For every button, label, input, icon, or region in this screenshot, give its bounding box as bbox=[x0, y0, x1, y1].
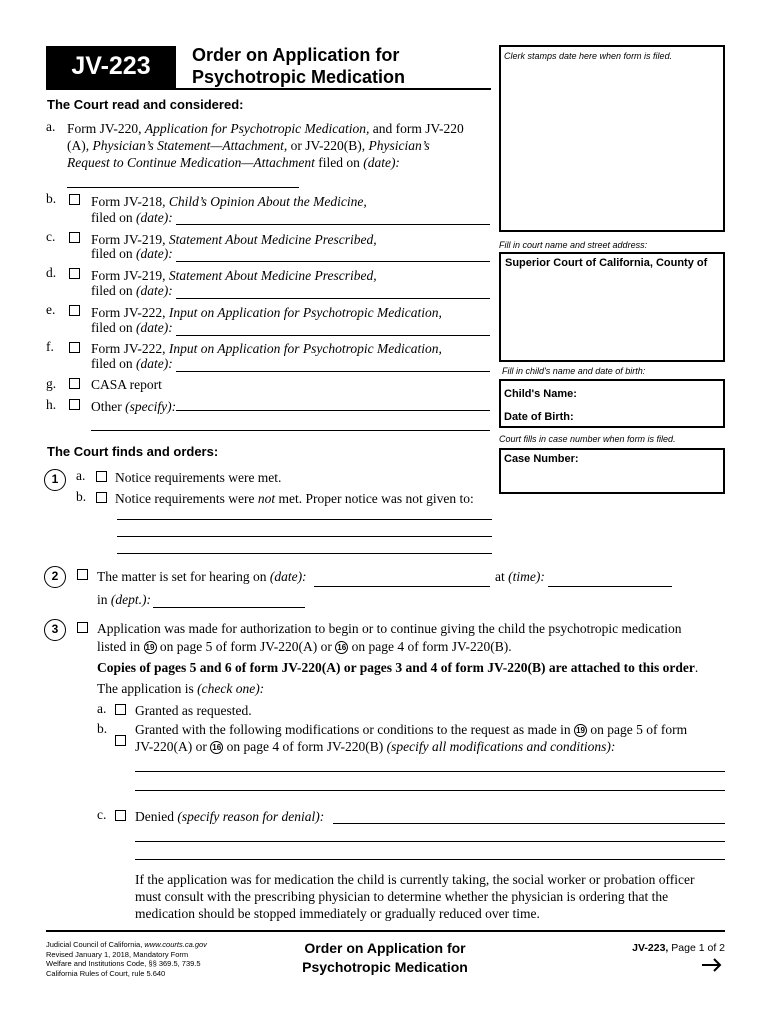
item-3b-line1 bbox=[135, 721, 687, 738]
item-h-text bbox=[91, 398, 176, 415]
item-a-letter: a. bbox=[46, 119, 56, 134]
child-name-label: Child's Name: bbox=[504, 388, 577, 400]
item-3-l2c: on page 4 of form JV-220(B). bbox=[348, 639, 512, 654]
item-16-ref: 16 bbox=[335, 641, 348, 654]
footer-line1 bbox=[46, 940, 207, 950]
item-1b-letter: b. bbox=[76, 489, 87, 504]
item-2-at bbox=[495, 568, 545, 585]
notice-field-2[interactable] bbox=[117, 536, 492, 537]
item-b-letter: b. bbox=[46, 191, 57, 206]
item-b-line1 bbox=[91, 193, 367, 210]
item-3-l2b: on page 5 of form JV-220(A) or bbox=[156, 639, 336, 654]
footer-line3: Welfare and Institutions Code, §§ 369.5, 739.5 bbox=[46, 959, 201, 968]
header-rule bbox=[46, 88, 491, 90]
modifications-field-1[interactable] bbox=[135, 771, 725, 772]
item-d-date: (date): bbox=[136, 283, 173, 298]
item-d-it: Statement About Medicine Prescribed, bbox=[168, 268, 377, 283]
item-b-pre: Form JV-218 bbox=[91, 194, 163, 209]
item-2-number: 2 bbox=[44, 566, 66, 588]
item-h-label: Other bbox=[91, 399, 126, 414]
item-3-line1: Application was made for authorization to begin or to continue giving the child the psychotropic medication bbox=[97, 621, 682, 636]
item-c-letter: c. bbox=[46, 229, 56, 244]
footer-title-line2: Psychotropic Medication bbox=[302, 959, 468, 975]
item-3b-l2a: JV-220(A) or bbox=[135, 739, 211, 754]
item-a-l2-it1: Physician’s Statement—Attachment, bbox=[92, 138, 288, 153]
item-3c-checkbox[interactable] bbox=[115, 810, 126, 821]
item-d-checkbox[interactable] bbox=[69, 268, 80, 279]
item-1b-pre: Notice requirements were bbox=[115, 491, 258, 506]
court-instruction: Fill in court name and street address: bbox=[499, 240, 648, 250]
item-f-checkbox[interactable] bbox=[69, 342, 80, 353]
notice-field-1[interactable] bbox=[117, 519, 492, 520]
item-e-checkbox[interactable] bbox=[69, 305, 80, 316]
item-a-line1 bbox=[67, 120, 464, 137]
footer-title-line1: Order on Application for bbox=[304, 940, 466, 956]
item-e-date-field[interactable] bbox=[176, 335, 490, 336]
item-19-ref-b: 19 bbox=[574, 724, 587, 737]
item-g-letter: g. bbox=[46, 376, 57, 391]
item-e-it: Input on Application for Psychotropic Medication, bbox=[168, 305, 442, 320]
item-16-ref-b: 16 bbox=[210, 741, 223, 754]
court-name-label: Superior Court of California, County of bbox=[505, 257, 708, 269]
footer-url[interactable]: www.courts.ca.gov bbox=[144, 940, 207, 949]
item-d-letter: d. bbox=[46, 265, 57, 280]
item-a-l3-it: Request to Continue Medication—Attachment bbox=[67, 155, 315, 170]
item-c-date: (date): bbox=[136, 246, 173, 261]
item-d-line2 bbox=[91, 282, 173, 299]
item-e-letter: e. bbox=[46, 302, 56, 317]
item-3b-letter: b. bbox=[97, 721, 108, 736]
item-3-bold: Copies of pages 5 and 6 of form JV-220(A) or pages 3 and 4 of form JV-220(B) are attached to this order bbox=[97, 660, 695, 675]
child-dob-field[interactable] bbox=[590, 408, 720, 426]
child-dob-label: Date of Birth: bbox=[504, 411, 574, 423]
item-c-date-field[interactable] bbox=[176, 261, 490, 262]
item-c-checkbox[interactable] bbox=[69, 232, 80, 243]
modifications-field-2[interactable] bbox=[135, 790, 725, 791]
item-1b-text bbox=[115, 490, 474, 507]
footer-line2: Revised January 1, 2018, Mandatory Form bbox=[46, 949, 189, 959]
note-line2: must consult with the prescribing physician to determine whether the physician is ordering that the bbox=[135, 889, 669, 904]
item-b-it: , Child’s Opinion About the Medicine, bbox=[162, 194, 367, 209]
denial-field-3[interactable] bbox=[135, 859, 725, 860]
hearing-dept-field[interactable] bbox=[153, 607, 305, 608]
item-b-line2 bbox=[91, 209, 173, 226]
hearing-date-field[interactable] bbox=[314, 586, 490, 587]
item-b-date: (date): bbox=[136, 210, 173, 225]
footer-form-id: JV-223, bbox=[632, 942, 669, 954]
next-page-arrow-icon[interactable] bbox=[700, 956, 724, 974]
item-19-ref: 19 bbox=[144, 641, 157, 654]
item-3b-l1b: on page 5 of form bbox=[587, 722, 688, 737]
notice-field-3[interactable] bbox=[117, 553, 492, 554]
denial-field-1[interactable] bbox=[333, 823, 725, 824]
item-3a-letter: a. bbox=[97, 701, 107, 716]
item-3a-checkbox[interactable] bbox=[115, 704, 126, 715]
item-e-filed: filed on bbox=[91, 320, 136, 335]
item-a-line3 bbox=[67, 154, 400, 171]
item-a-l2-pre: (A), bbox=[67, 138, 93, 153]
note-line1: If the application was for medication the child is currently taking, the social worker or probation officer bbox=[135, 872, 695, 887]
item-2-dept-label: (dept.): bbox=[110, 592, 151, 607]
footer-line4: California Rules of Court, rule 5.640 bbox=[46, 968, 166, 978]
item-c-line2 bbox=[91, 245, 173, 262]
note-line3: medication should be stopped immediately or gradually reduced over time. bbox=[135, 906, 540, 921]
item-3-app-is bbox=[97, 680, 264, 697]
item-h-letter: h. bbox=[46, 397, 57, 412]
page-title-line1: Order on Application for bbox=[192, 45, 400, 65]
item-3a-text: Granted as requested. bbox=[135, 703, 252, 718]
item-2-date-label: (date): bbox=[269, 569, 307, 584]
child-name-field[interactable] bbox=[590, 385, 720, 403]
case-instruction: Court fills in case number when form is filed. bbox=[499, 434, 676, 444]
item-2-text bbox=[97, 568, 307, 585]
item-a-l2-mid: or JV-220(B), bbox=[287, 138, 369, 153]
item-3-check-one: (check one): bbox=[197, 681, 265, 696]
child-instruction: Fill in child's name and date of birth: bbox=[502, 366, 646, 376]
form-id: JV-223 bbox=[71, 52, 151, 80]
item-e-line2 bbox=[91, 319, 173, 336]
item-d-pre: Form JV-219, bbox=[91, 268, 169, 283]
item-f-it: Input on Application for Psychotropic Medication, bbox=[168, 341, 442, 356]
item-f-date-field[interactable] bbox=[176, 371, 490, 372]
item-e-date: (date): bbox=[136, 320, 173, 335]
item-3-line2 bbox=[97, 638, 512, 655]
section-heading-read: The Court read and considered: bbox=[47, 97, 244, 112]
item-a-l3-it2: (date): bbox=[363, 155, 400, 170]
item-e-pre: Form JV-222, bbox=[91, 305, 169, 320]
item-1a-text: Notice requirements were met. bbox=[115, 470, 282, 485]
item-3-attached bbox=[97, 659, 698, 676]
denial-field-2[interactable] bbox=[135, 841, 725, 842]
item-1b-checkbox[interactable] bbox=[96, 492, 107, 503]
footer-page bbox=[560, 942, 725, 954]
item-1b-not: not bbox=[257, 491, 276, 506]
item-3c-text bbox=[135, 808, 324, 825]
clerk-stamp-label: Clerk stamps date here when form is filed. bbox=[504, 51, 673, 61]
footer-council: Judicial Council of California, bbox=[46, 940, 145, 949]
item-2-dept-pre: in bbox=[97, 592, 111, 607]
item-3-number: 3 bbox=[44, 619, 66, 641]
item-h-specify: (specify): bbox=[125, 399, 177, 414]
item-1b-post: met. Proper notice was not given to: bbox=[275, 491, 474, 506]
item-3b-checkbox[interactable] bbox=[115, 735, 126, 746]
item-c-it: Statement About Medicine Prescribed, bbox=[168, 232, 377, 247]
item-b-checkbox[interactable] bbox=[69, 194, 80, 205]
item-3c-specify: (specify reason for denial): bbox=[177, 809, 325, 824]
item-2-time-label: (time): bbox=[508, 569, 545, 584]
item-g-text: CASA report bbox=[91, 377, 162, 392]
item-g-checkbox[interactable] bbox=[69, 378, 80, 389]
item-3b-l1a: Granted with the following modifications or conditions to the request as made in bbox=[135, 722, 575, 737]
item-h-field-1[interactable] bbox=[176, 410, 490, 411]
item-a-l2-it2: Physician’s bbox=[368, 138, 430, 153]
footer-rule bbox=[46, 930, 725, 932]
item-2-checkbox[interactable] bbox=[77, 569, 88, 580]
item-a-line2 bbox=[67, 137, 430, 154]
item-h-field-2[interactable] bbox=[91, 430, 490, 431]
item-3b-line2 bbox=[135, 738, 615, 755]
item-2-at-label: at bbox=[495, 569, 509, 584]
item-a-l3-post: filed on bbox=[314, 155, 364, 170]
item-2-dept bbox=[97, 591, 151, 608]
item-3b-l2-specify: (specify all modifications and conditions): bbox=[386, 739, 616, 754]
item-1a-letter: a. bbox=[76, 468, 86, 483]
footer-page-number: Page 1 of 2 bbox=[668, 942, 725, 954]
item-1a-checkbox[interactable] bbox=[96, 471, 107, 482]
item-3c-letter: c. bbox=[97, 807, 107, 822]
item-f-filed: filed on bbox=[91, 356, 136, 371]
item-c-pre: Form JV-219, bbox=[91, 232, 169, 247]
item-a-l1-it: Application for Psychotropic Medication, bbox=[144, 121, 370, 136]
clerk-stamp-box bbox=[499, 45, 725, 232]
item-1-number: 1 bbox=[44, 469, 66, 491]
item-a-l1-pre: Form JV-220, bbox=[67, 121, 145, 136]
item-f-date: (date): bbox=[136, 356, 173, 371]
item-c-filed: filed on bbox=[91, 246, 136, 261]
item-3-checkbox[interactable] bbox=[77, 622, 88, 633]
item-f-pre: Form JV-222, bbox=[91, 341, 169, 356]
item-h-checkbox[interactable] bbox=[69, 399, 80, 410]
section-heading-finds: The Court finds and orders: bbox=[47, 444, 219, 459]
item-2-pre: The matter is set for hearing on bbox=[97, 569, 270, 584]
item-d-filed: filed on bbox=[91, 283, 136, 298]
item-3b-l2b: on page 4 of form JV-220(B) bbox=[223, 739, 387, 754]
item-a-date-field[interactable] bbox=[67, 187, 299, 188]
item-3-period: . bbox=[694, 660, 699, 675]
item-b-filed: filed on bbox=[91, 210, 136, 225]
item-a-l1-post: and form JV-220 bbox=[369, 121, 464, 136]
page-title-line2: Psychotropic Medication bbox=[192, 67, 406, 87]
item-d-date-field[interactable] bbox=[176, 298, 490, 299]
case-number-label: Case Number: bbox=[504, 453, 579, 465]
hearing-time-field[interactable] bbox=[548, 586, 672, 587]
item-3-l2a: listed in bbox=[97, 639, 144, 654]
item-f-line2 bbox=[91, 355, 173, 372]
item-f-letter: f. bbox=[46, 339, 54, 354]
item-3c-label: Denied bbox=[135, 809, 178, 824]
footer-source bbox=[46, 940, 207, 978]
item-3-app-pre: The application is bbox=[97, 681, 198, 696]
item-b-date-field[interactable] bbox=[176, 224, 490, 225]
